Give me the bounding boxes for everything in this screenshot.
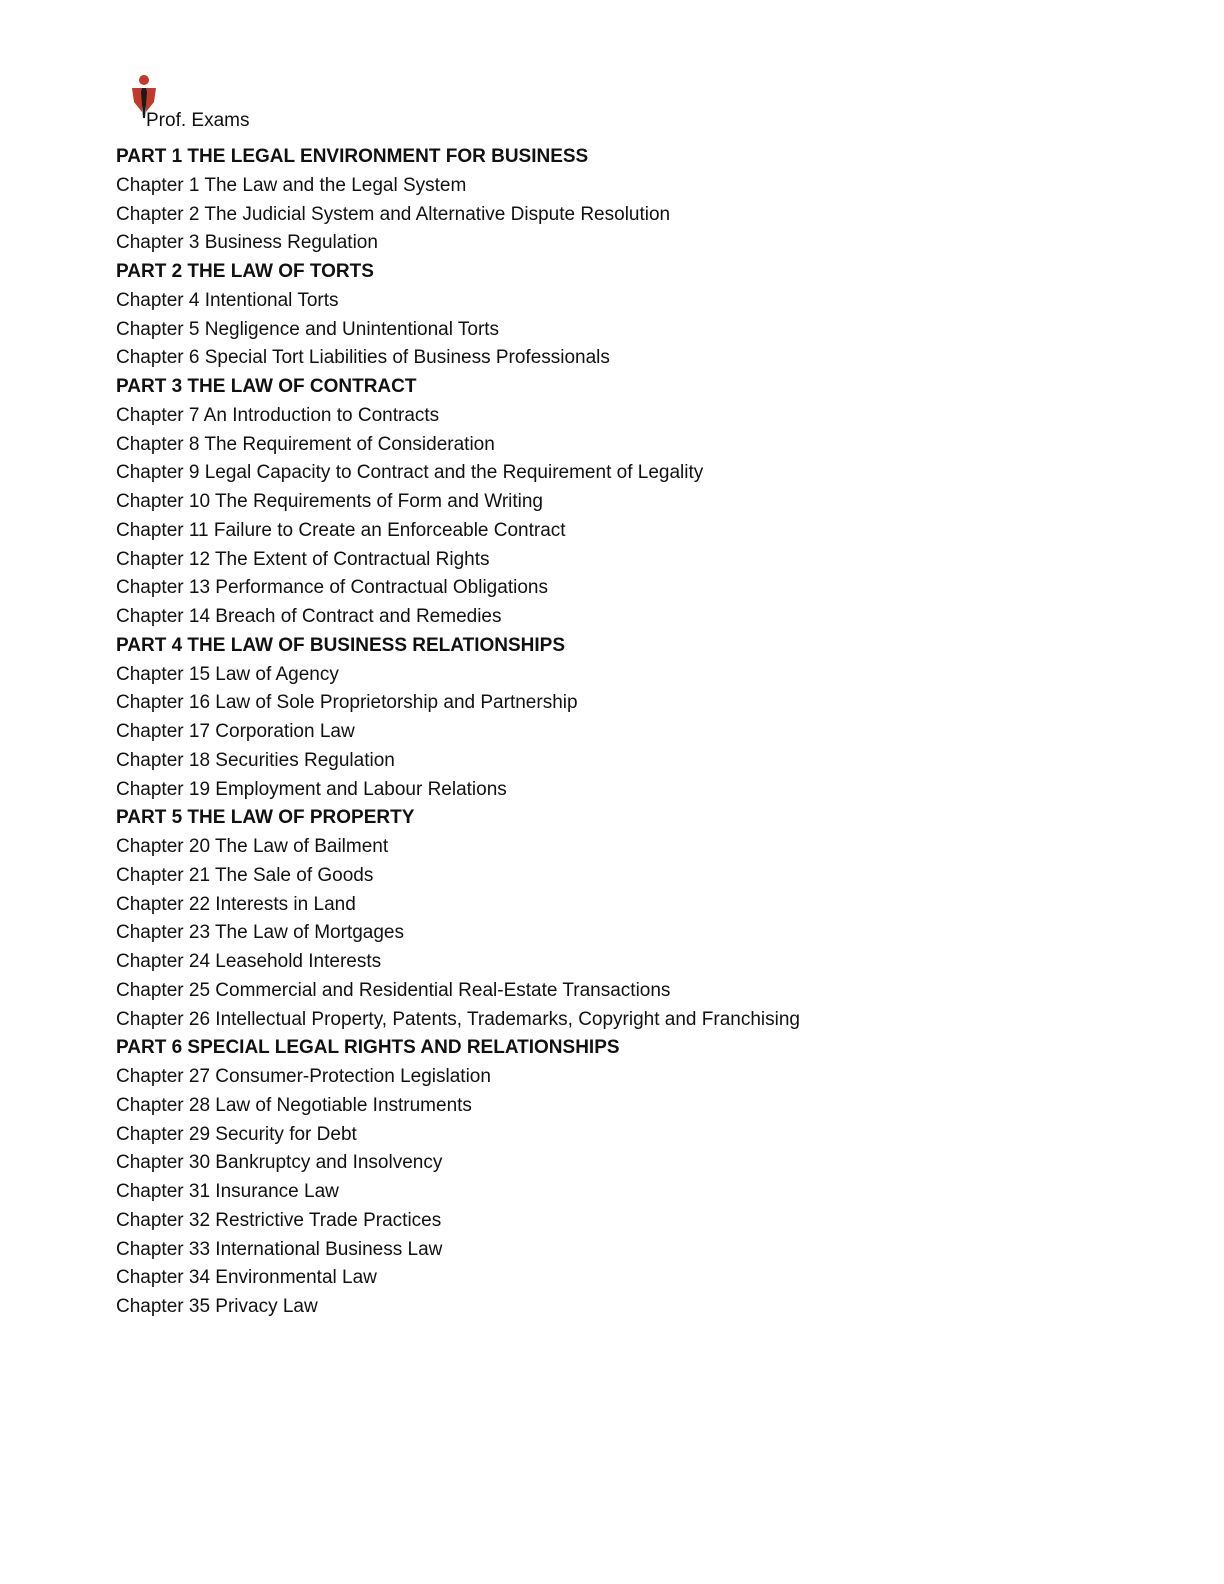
chapter-item: Chapter 24 Leasehold Interests [116, 951, 382, 972]
chapter-item: Chapter 19 Employment and Labour Relations [116, 778, 507, 800]
chapter-item: Chapter 33 International Business Law [116, 1238, 443, 1260]
chapter-item: Chapter 30 Bankruptcy and Insolvency [116, 1152, 443, 1174]
part-heading: PART 6 SPECIAL LEGAL RIGHTS AND RELATIONSHIPS [116, 1037, 620, 1059]
chapter-item: Chapter 15 Law of Agency [116, 663, 339, 685]
part-heading: PART 4 THE LAW OF BUSINESS RELATIONSHIPS [116, 634, 565, 656]
chapter-item: Chapter 25 Commercial and Residential Real-Estate Transactions [116, 979, 671, 1001]
chapter-item: Chapter 35 Privacy Law [116, 1296, 318, 1317]
chapter-item: Chapter 29 Security for Debt [116, 1123, 357, 1145]
chapter-item: Chapter 31 Insurance Law [116, 1181, 339, 1202]
chapter-item: Chapter 28 Law of Negotiable Instruments [116, 1094, 472, 1116]
chapter-item: Chapter 18 Securities Regulation [116, 749, 395, 771]
chapter-item: Chapter 4 Intentional Torts [116, 289, 339, 311]
chapter-item: Chapter 16 Law of Sole Proprietorship and Partnership [116, 692, 578, 714]
part-heading: PART 2 THE LAW OF TORTS [116, 261, 374, 282]
chapter-item: Chapter 3 Business Regulation [116, 232, 378, 254]
chapter-item: Chapter 26 Intellectual Property, Patents, Trademarks, Copyright and Franchising [116, 1008, 800, 1030]
chapter-item: Chapter 14 Breach of Contract and Remedies [116, 606, 502, 627]
chapter-item: Chapter 6 Special Tort Liabilities of Business Professionals [116, 347, 610, 369]
page-header [126, 72, 526, 134]
chapter-item: Chapter 10 The Requirements of Form and Writing [116, 491, 543, 512]
table-of-contents [116, 143, 1116, 1322]
chapter-item: Chapter 34 Environmental Law [116, 1267, 377, 1289]
chapter-item: Chapter 17 Corporation Law [116, 721, 355, 742]
chapter-item: Chapter 5 Negligence and Unintentional Torts [116, 318, 500, 340]
chapter-item: Chapter 1 The Law and the Legal System [116, 174, 467, 196]
brand-name: Prof. Exams [146, 110, 250, 131]
chapter-item: Chapter 27 Consumer-Protection Legislation [116, 1066, 491, 1087]
chapter-item: Chapter 11 Failure to Create an Enforceable Contract [116, 519, 566, 541]
chapter-item: Chapter 9 Legal Capacity to Contract and the Requirement of Legality [116, 462, 704, 484]
chapter-item: Chapter 20 The Law of Bailment [116, 836, 389, 857]
chapter-item: Chapter 23 The Law of Mortgages [116, 922, 404, 944]
chapter-item: Chapter 8 The Requirement of Consideration [116, 433, 495, 455]
part-heading: PART 5 THE LAW OF PROPERTY [116, 807, 415, 829]
chapter-item: Chapter 13 Performance of Contractual Obligations [116, 577, 548, 599]
part-heading: PART 1 THE LEGAL ENVIRONMENT FOR BUSINESS [116, 146, 589, 167]
chapter-item: Chapter 32 Restrictive Trade Practices [116, 1209, 442, 1231]
chapter-item: Chapter 12 The Extent of Contractual Rights [116, 548, 490, 570]
chapter-item: Chapter 22 Interests in Land [116, 893, 356, 915]
chapter-item: Chapter 2 The Judicial System and Alternative Dispute Resolution [116, 203, 671, 225]
part-heading: PART 3 THE LAW OF CONTRACT [116, 376, 417, 397]
chapter-item: Chapter 7 An Introduction to Contracts [116, 404, 440, 426]
chapter-item: Chapter 21 The Sale of Goods [116, 864, 374, 886]
